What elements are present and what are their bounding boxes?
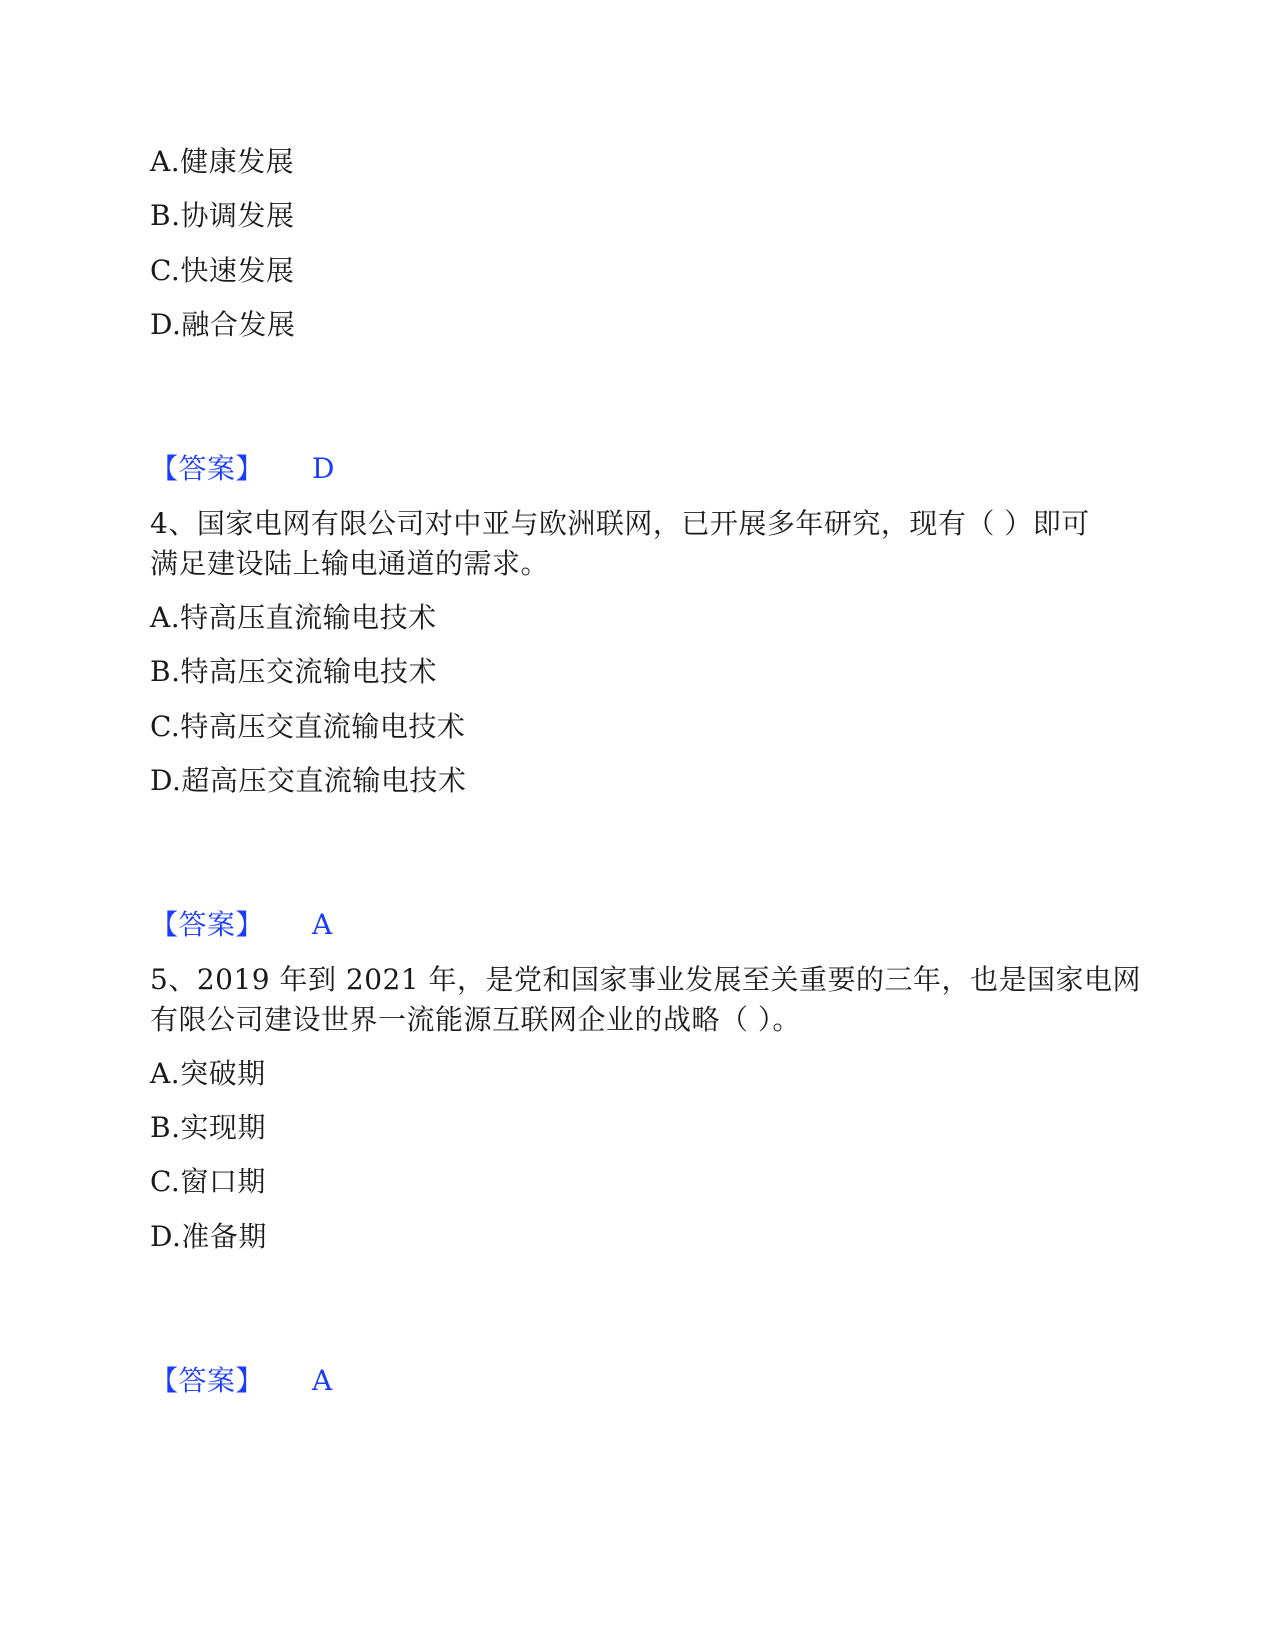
- q4-answer-label: 【答案】: [150, 908, 265, 941]
- q5-option-d: D.准备期: [150, 1220, 267, 1253]
- q4-option-d: D.超高压交直流输电技术: [150, 764, 467, 797]
- q3-answer-label: 【答案】: [150, 452, 265, 485]
- q3-answer-value: D: [312, 452, 335, 485]
- q5-answer-label: 【答案】: [150, 1364, 265, 1397]
- q3-option-b: B.协调发展: [150, 199, 295, 232]
- q5-stem-line2: 有限公司建设世界一流能源互联网企业的战略（ ）。: [150, 1003, 801, 1036]
- q3-option-a: A.健康发展: [150, 145, 295, 178]
- q5-answer: [150, 1363, 333, 1399]
- q4-option-b: B.特高压交流输电技术: [150, 655, 437, 688]
- q5-stem-line1: 5、2019 年到 2021 年，是党和国家事业发展至关重要的三年，也是国家电网: [150, 963, 1142, 996]
- q5-answer-value: A: [312, 1364, 333, 1397]
- q4-stem-line2: 满足建设陆上输电通道的需求。: [150, 547, 550, 580]
- q4-option-a: A.特高压直流输电技术: [150, 601, 437, 634]
- q4-answer: [150, 907, 333, 943]
- q3-answer: [150, 451, 335, 487]
- q4-answer-value: A: [312, 908, 333, 941]
- q4-option-c: C.特高压交直流输电技术: [150, 710, 466, 743]
- q4-stem-line1: 4、国家电网有限公司对中亚与欧洲联网，已开展多年研究，现有（ ）即可: [150, 507, 1090, 540]
- q3-option-d: D.融合发展: [150, 308, 296, 341]
- q5-option-c: C.窗口期: [150, 1165, 266, 1198]
- q5-option-a: A.突破期: [150, 1057, 266, 1090]
- q3-option-c: C.快速发展: [150, 254, 295, 287]
- q5-option-b: B.实现期: [150, 1111, 266, 1144]
